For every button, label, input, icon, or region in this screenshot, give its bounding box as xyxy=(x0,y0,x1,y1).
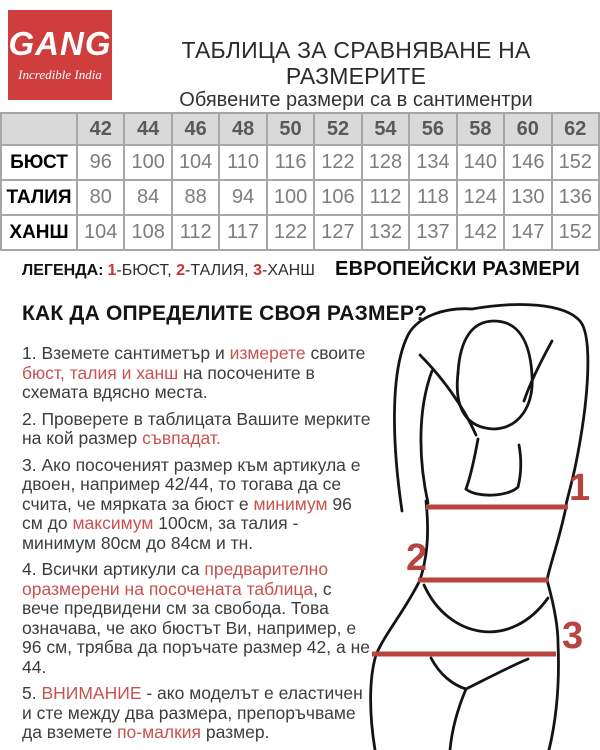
measurement-value-cell: 84 xyxy=(124,180,171,215)
figure-panty-line xyxy=(431,658,528,689)
figure-neck xyxy=(466,439,478,489)
legend-label: ЛЕГЕНДА: xyxy=(22,262,104,279)
hip-label: 3 xyxy=(562,615,584,657)
step-text: 4. Всички артикули са xyxy=(22,559,205,579)
size-column-header: 60 xyxy=(504,113,551,145)
measurement-value-cell: 136 xyxy=(552,180,599,215)
size-column-header: 48 xyxy=(219,113,266,145)
waist-label: 2 xyxy=(406,537,428,579)
measurement-value-cell: 152 xyxy=(552,215,599,250)
measurement-value-cell: 127 xyxy=(314,215,361,250)
measurement-row-label: ХАНШ xyxy=(1,215,77,250)
measurement-value-cell: 124 xyxy=(457,180,504,215)
step-highlight-text: бюст, талия и ханш xyxy=(22,362,179,383)
size-column-header: 58 xyxy=(457,113,504,145)
measurement-value-cell: 112 xyxy=(172,215,219,250)
size-column-header: 50 xyxy=(267,113,314,145)
step-text: 3. Ако посоченият размер към артикула е двоен, например 42/44, то тогава да се счита, че мярката за бюст е xyxy=(22,454,361,514)
brand-logo xyxy=(8,10,112,100)
measurement-value-cell: 146 xyxy=(504,145,551,180)
legend-number: 3 xyxy=(253,262,262,279)
measurement-value-cell: 100 xyxy=(267,180,314,215)
step-text: 2. Проверете в таблицата Вашите мерките на кой размер xyxy=(22,408,371,448)
measurement-value-cell: 108 xyxy=(124,215,171,250)
measurement-value-cell: 137 xyxy=(409,215,456,250)
instruction-step xyxy=(22,684,372,743)
measurement-value-cell: 104 xyxy=(172,145,219,180)
step-text: 5. xyxy=(22,683,42,703)
step-text: 100см, за талия - минимум 80см до 84см и тн. xyxy=(22,513,299,553)
measurement-value-cell: 122 xyxy=(314,145,361,180)
step-highlight-text: предварително оразмерени на посочената таблица xyxy=(22,559,329,599)
step-highlight-text: максимум xyxy=(72,513,154,533)
european-sizes-label: ЕВРОПЕЙСКИ РАЗМЕРИ xyxy=(335,258,580,280)
measurement-value-cell: 104 xyxy=(77,215,124,250)
size-column-header: 42 xyxy=(77,113,124,145)
measurement-value-cell: 147 xyxy=(504,215,551,250)
page-subtitle: Обявените размери са в сантиментри xyxy=(179,89,533,111)
instruction-step xyxy=(22,456,372,554)
measurement-value-cell: 117 xyxy=(219,215,266,250)
step-highlight-text: измерете xyxy=(229,343,306,363)
figure-belly-curve xyxy=(424,585,548,632)
figure-face xyxy=(457,373,532,429)
step-text: на посочените в схемата вдясно места. xyxy=(22,362,315,402)
measurement-value-cell: 94 xyxy=(219,180,266,215)
size-table-corner-cell xyxy=(1,113,77,145)
figure-right-hip xyxy=(547,580,559,750)
measurement-value-cell: 110 xyxy=(219,145,266,180)
header-titles xyxy=(112,37,600,112)
legend-items xyxy=(107,262,314,279)
figure-inner-leg xyxy=(450,689,466,750)
legend-number: 2 xyxy=(176,262,186,279)
measurement-value-cell: 80 xyxy=(77,180,124,215)
legend-number: 1 xyxy=(107,262,117,279)
size-column-header: 44 xyxy=(124,113,171,145)
figure-right-torso xyxy=(547,507,566,580)
measurement-value-cell: 130 xyxy=(504,180,551,215)
brand-name: GANG xyxy=(8,25,112,62)
figure-left-forearm xyxy=(420,355,476,435)
measurement-value-cell: 96 xyxy=(77,145,124,180)
size-column-header: 62 xyxy=(552,113,599,145)
measurement-value-cell: 128 xyxy=(362,145,409,180)
bust-label: 1 xyxy=(569,467,591,509)
instruction-steps xyxy=(22,344,372,750)
measurement-value-cell: 142 xyxy=(457,215,504,250)
instruction-step xyxy=(22,410,372,449)
brand-tagline: Incredible India xyxy=(18,67,102,82)
step-highlight-text: минимум xyxy=(253,493,328,514)
measurement-value-cell: 140 xyxy=(457,145,504,180)
size-header-row xyxy=(1,113,599,145)
measurement-row-label: БЮСТ xyxy=(1,145,77,180)
step-text: размер. xyxy=(200,722,270,742)
measurement-value-cell: 100 xyxy=(124,145,171,180)
measurement-value-cell: 88 xyxy=(172,180,219,215)
step-text: , с вече предвидени см за свобода. Това означава, че ако бюстът Ви, например, е 96 см, трябва да поръчате размер 42, а не 44. xyxy=(22,578,370,677)
size-column-header: 46 xyxy=(172,113,219,145)
measurement-value-cell: 122 xyxy=(267,215,314,250)
figure-left-hip xyxy=(371,580,420,750)
size-column-header: 56 xyxy=(409,113,456,145)
legend-item-text: -ТАЛИЯ, xyxy=(185,262,254,279)
measurement-value-cell: 134 xyxy=(409,145,456,180)
legend-item-text: -БЮСТ, xyxy=(116,262,177,279)
legend-item-text: -ХАНШ xyxy=(261,262,315,279)
step-text: своите xyxy=(305,343,366,363)
size-table-row xyxy=(1,145,599,180)
size-table-row xyxy=(1,215,599,250)
step-text: 1. Вземете сантиметър и xyxy=(22,343,230,363)
size-comparison-table xyxy=(0,112,600,251)
page-title: ТАБЛИЦА ЗА СРАВНЯВАНЕ НА РАЗМЕРИТЕ xyxy=(181,37,531,89)
step-highlight-text: съвпадат. xyxy=(142,428,221,448)
step-text: 96 см до xyxy=(22,493,352,533)
step-highlight-text: ВНИМАНИЕ xyxy=(41,683,142,703)
measurement-value-cell: 112 xyxy=(362,180,409,215)
step-highlight-text: по-малкия xyxy=(117,722,201,742)
instruction-step xyxy=(22,560,372,677)
measurement-row-label: ТАЛИЯ xyxy=(1,180,77,215)
measurement-value-cell: 118 xyxy=(409,180,456,215)
measurement-value-cell: 106 xyxy=(314,180,361,215)
how-to-heading: КАК ДА ОПРЕДЕЛИТЕ СВОЯ РАЗМЕР? xyxy=(22,302,428,325)
size-column-header: 52 xyxy=(314,113,361,145)
figure-hair xyxy=(458,321,532,375)
measurement-figure xyxy=(368,293,600,750)
size-table-row xyxy=(1,180,599,215)
measurement-value-cell: 116 xyxy=(267,145,314,180)
measurement-value-cell: 132 xyxy=(362,215,409,250)
instruction-step xyxy=(22,344,372,403)
size-column-header: 54 xyxy=(362,113,409,145)
legend xyxy=(22,262,315,280)
figure-left-inner-arm xyxy=(421,371,432,503)
measurement-value-cell: 152 xyxy=(552,145,599,180)
legend-row xyxy=(22,258,580,281)
step-text: - ако моделът е еластичен и сте между два размера, препоръчваме да вземете xyxy=(22,683,363,742)
